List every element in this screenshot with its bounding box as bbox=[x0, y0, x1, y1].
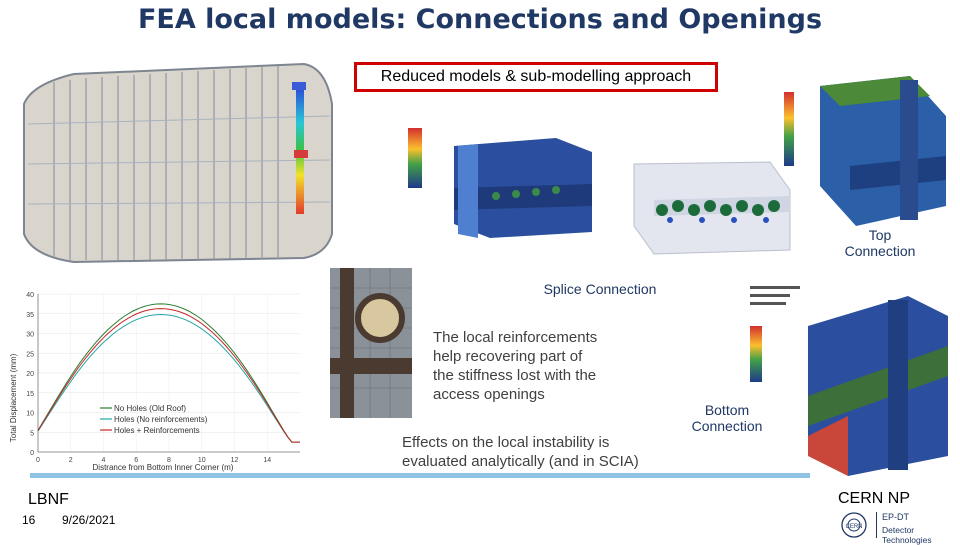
x-tick-label: 6 bbox=[134, 457, 139, 464]
page-number: 16 bbox=[22, 513, 36, 527]
splice-connection-label: Splice Connection bbox=[543, 281, 657, 297]
x-tick-label: 12 bbox=[230, 457, 239, 464]
x-tick-label: 2 bbox=[68, 457, 73, 464]
y-tick-label: 15 bbox=[26, 390, 34, 398]
splice-model-image-2 bbox=[604, 130, 798, 280]
tank-model-image bbox=[14, 44, 340, 274]
bottom-connection-line2: Connection bbox=[691, 418, 763, 434]
x-tick-label: 10 bbox=[197, 457, 206, 464]
y-tick-label: 5 bbox=[30, 430, 34, 438]
approach-box: Reduced models & sub-modelling approach bbox=[354, 62, 718, 92]
x-tick-label: 4 bbox=[101, 457, 106, 464]
logo-divider bbox=[876, 512, 877, 538]
legend-label: Holes + Reinforcements bbox=[114, 426, 200, 435]
chart-xlabel: Distrance from Bottom Inner Corner (m) bbox=[92, 463, 234, 472]
date-label: 9/26/2021 bbox=[62, 513, 116, 527]
x-tick-label: 8 bbox=[167, 457, 171, 464]
reinforcement-text bbox=[433, 328, 663, 404]
x-tick-label: 14 bbox=[263, 457, 272, 464]
reinforce-line-1: The local reinforcements bbox=[433, 329, 598, 346]
top-connection-line2: Connection bbox=[844, 243, 916, 259]
legend-label: Holes (No reinforcements) bbox=[114, 415, 208, 424]
top-connection-label bbox=[830, 227, 930, 259]
effects-text bbox=[402, 433, 672, 471]
ep-label: EP bbox=[882, 512, 895, 522]
x-tick-label: 0 bbox=[36, 457, 40, 464]
effects-line-1: Effects on the local instability is bbox=[402, 434, 610, 451]
y-tick-label: 25 bbox=[26, 351, 34, 359]
reinforce-line-2: help recovering part of bbox=[433, 348, 583, 365]
bottom-connection-label bbox=[680, 402, 774, 434]
chart-ylabel: Total Displacement (mm) bbox=[9, 353, 18, 443]
dept-label: Detector Technologies bbox=[882, 525, 932, 545]
reinforce-line-4: access openings bbox=[433, 386, 545, 403]
y-tick-label: 30 bbox=[26, 331, 34, 339]
y-tick-label: 0 bbox=[30, 450, 34, 457]
opening-model-image bbox=[330, 268, 412, 418]
splice-model-image-1 bbox=[406, 126, 600, 244]
slide-title: FEA local models: Connections and Openings bbox=[137, 4, 823, 35]
reinforce-line-3: the stiffness lost with the bbox=[433, 367, 597, 384]
displacement-chart bbox=[8, 288, 304, 474]
bottom-connection-line1: Bottom bbox=[704, 402, 750, 418]
dt-label: DT bbox=[897, 512, 910, 522]
effects-line-2: evaluated analytically (and in SCIA) bbox=[402, 453, 639, 470]
org-label: LBNF bbox=[28, 491, 69, 508]
bottom-connection-image bbox=[788, 286, 958, 476]
y-tick-label: 20 bbox=[26, 371, 34, 378]
ep-dt-label: EP-DT bbox=[882, 512, 910, 522]
top-connection-image bbox=[780, 56, 950, 228]
y-tick-label: 35 bbox=[26, 311, 34, 319]
accent-bar bbox=[30, 473, 810, 478]
top-connection-line1: Top bbox=[868, 227, 892, 243]
y-tick-label: 10 bbox=[26, 410, 34, 418]
cern-logo-icon bbox=[834, 510, 878, 540]
y-tick-label: 40 bbox=[26, 292, 34, 299]
svg-text:CERN: CERN bbox=[845, 524, 863, 530]
cern-np-label: CERN NP bbox=[838, 490, 911, 507]
legend-label: No Holes (Old Roof) bbox=[114, 404, 187, 413]
